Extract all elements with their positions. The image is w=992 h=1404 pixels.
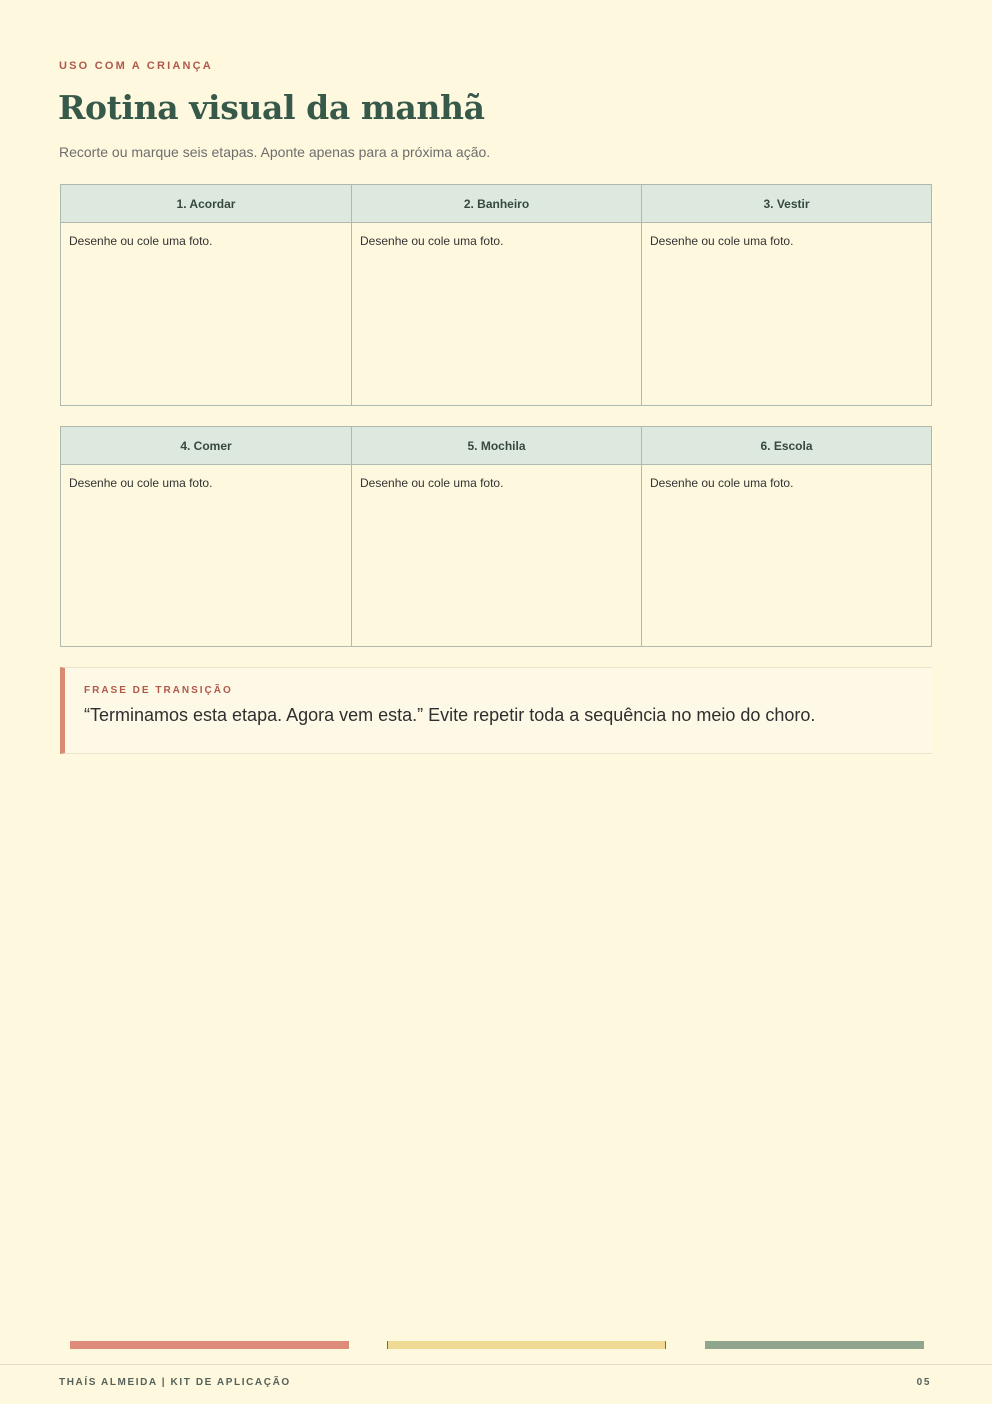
- routine-grid-bottom: [60, 426, 932, 647]
- step-placeholder: Desenhe ou cole uma foto.: [360, 476, 504, 490]
- step-title: 1. Acordar: [61, 185, 351, 223]
- step-placeholder: Desenhe ou cole uma foto.: [69, 234, 213, 248]
- transition-phrase-callout: [60, 667, 932, 754]
- decorative-bar-coral: [70, 1341, 349, 1349]
- step-card-3: [641, 185, 931, 405]
- step-title: 5. Mochila: [352, 427, 641, 465]
- callout-text: “Terminamos esta etapa. Agora vem esta.” Evite repetir toda a sequência no meio do choro.: [84, 705, 816, 725]
- step-placeholder: Desenhe ou cole uma foto.: [360, 234, 504, 248]
- page-subtitle: Recorte ou marque seis etapas. Aponte apenas para a próxima ação.: [59, 144, 491, 160]
- step-placeholder: Desenhe ou cole uma foto.: [650, 476, 794, 490]
- step-card-5: [351, 427, 641, 646]
- decorative-bar-sage: [705, 1341, 924, 1349]
- eyebrow-label: USO COM A CRIANÇA: [59, 60, 213, 72]
- decorative-bar-yellow: [387, 1341, 666, 1349]
- page-title: Rotina visual da manhã: [58, 88, 485, 127]
- step-card-1: [61, 185, 351, 405]
- step-title: 3. Vestir: [642, 185, 931, 223]
- footer-divider: [0, 1364, 992, 1365]
- footer-credit: THAÍS ALMEIDA | KIT DE APLICAÇÃO: [59, 1377, 291, 1388]
- step-placeholder: Desenhe ou cole uma foto.: [69, 476, 213, 490]
- callout-label: FRASE DE TRANSIÇÃO: [84, 685, 233, 696]
- step-card-4: [61, 427, 351, 646]
- routine-grid-top: [60, 184, 932, 406]
- step-card-2: [351, 185, 641, 405]
- page-number: 05: [916, 1377, 931, 1388]
- step-card-6: [641, 427, 931, 646]
- step-title: 4. Comer: [61, 427, 351, 465]
- step-placeholder: Desenhe ou cole uma foto.: [650, 234, 794, 248]
- step-title: 2. Banheiro: [352, 185, 641, 223]
- step-title: 6. Escola: [642, 427, 931, 465]
